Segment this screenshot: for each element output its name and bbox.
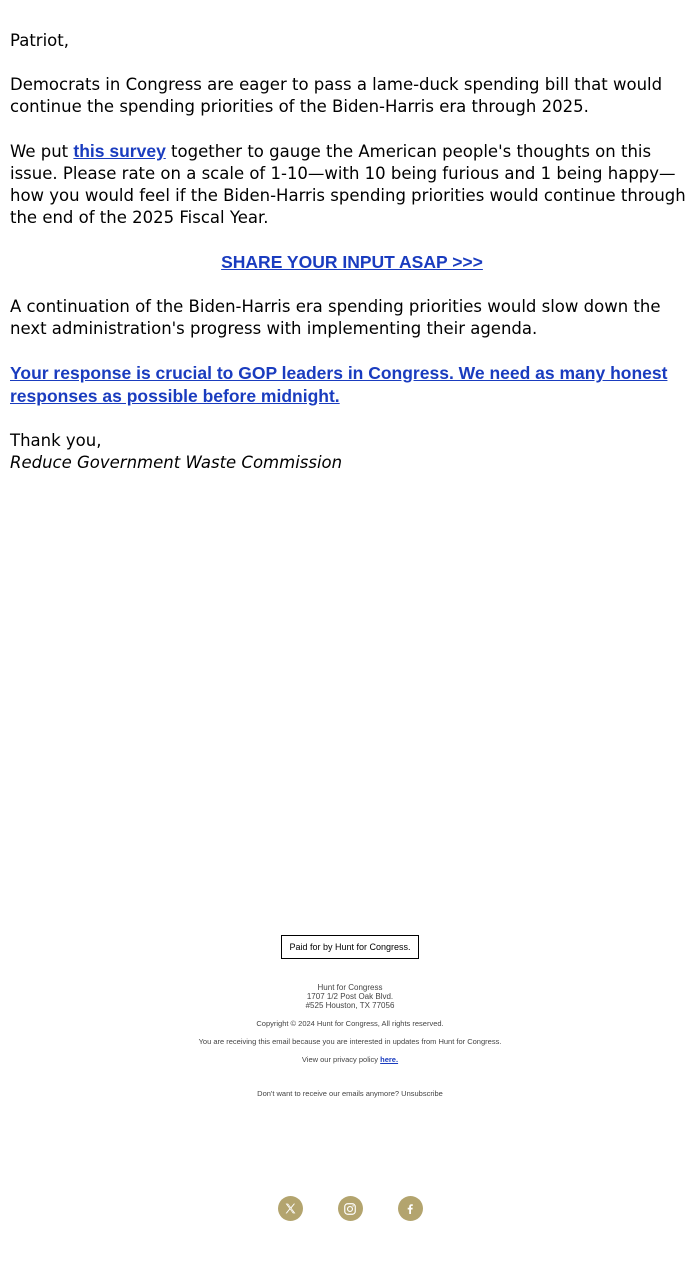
social-links [0,1196,700,1221]
signature: Reduce Government Waste Commission [10,453,343,472]
paid-for-disclaimer: Paid for by Hunt for Congress. [281,935,418,959]
greeting: Patriot, [10,31,69,50]
privacy-text: View our privacy policy [301,1055,381,1064]
address-line-3: #525 Houston, TX 77056 [305,1001,395,1010]
share-input-link[interactable]: SHARE YOUR INPUT ASAP >>> [221,252,483,272]
urgent-response-link[interactable]: Your response is crucial to GOP leaders in Congress. We need as many honest responses as possible before midnight. [10,363,668,406]
paragraph-continuation: A continuation of the Biden-Harris era spending priorities would slow down the next administration's progress with implementing their agenda. [10,297,661,338]
cta-row [10,251,694,274]
paragraph-survey-after: together to gauge the American people's thoughts on this issue. Please rate on a scale of 1-10—with 10 being furious and 1 being happy—how you would feel if the Biden-Harris spending priorities would continue through the end of the 2025 Fiscal Year. [10,142,686,227]
footer [0,935,700,1099]
privacy-notice [0,1055,700,1065]
urgent-row [10,362,694,408]
paragraph-survey [10,140,694,229]
x-icon[interactable] [278,1196,303,1221]
receiving-notice: You are receiving this email because you are interested in updates from Hunt for Congress. [198,1037,502,1046]
privacy-link[interactable]: here. [380,1055,399,1064]
signoff: Thank you, [10,431,102,450]
survey-link[interactable]: this survey [73,141,166,161]
address-line-2: 1707 1/2 Post Oak Blvd. [306,992,394,1001]
paragraph-survey-before: We put [10,142,74,161]
mailing-address [0,983,700,1010]
signoff-block [10,430,694,474]
address-line-1: Hunt for Congress [317,983,383,992]
facebook-icon[interactable] [398,1196,423,1221]
instagram-icon[interactable] [338,1196,363,1221]
unsubscribe-link[interactable]: Don't want to receive our emails anymore? Unsubscribe [257,1089,443,1098]
email-body [10,30,694,474]
paragraph-intro: Democrats in Congress are eager to pass a lame-duck spending bill that would continue the spending priorities of the Biden-Harris era through 2025. [10,75,663,116]
copyright: Copyright © 2024 Hunt for Congress, All rights reserved. [256,1019,444,1028]
